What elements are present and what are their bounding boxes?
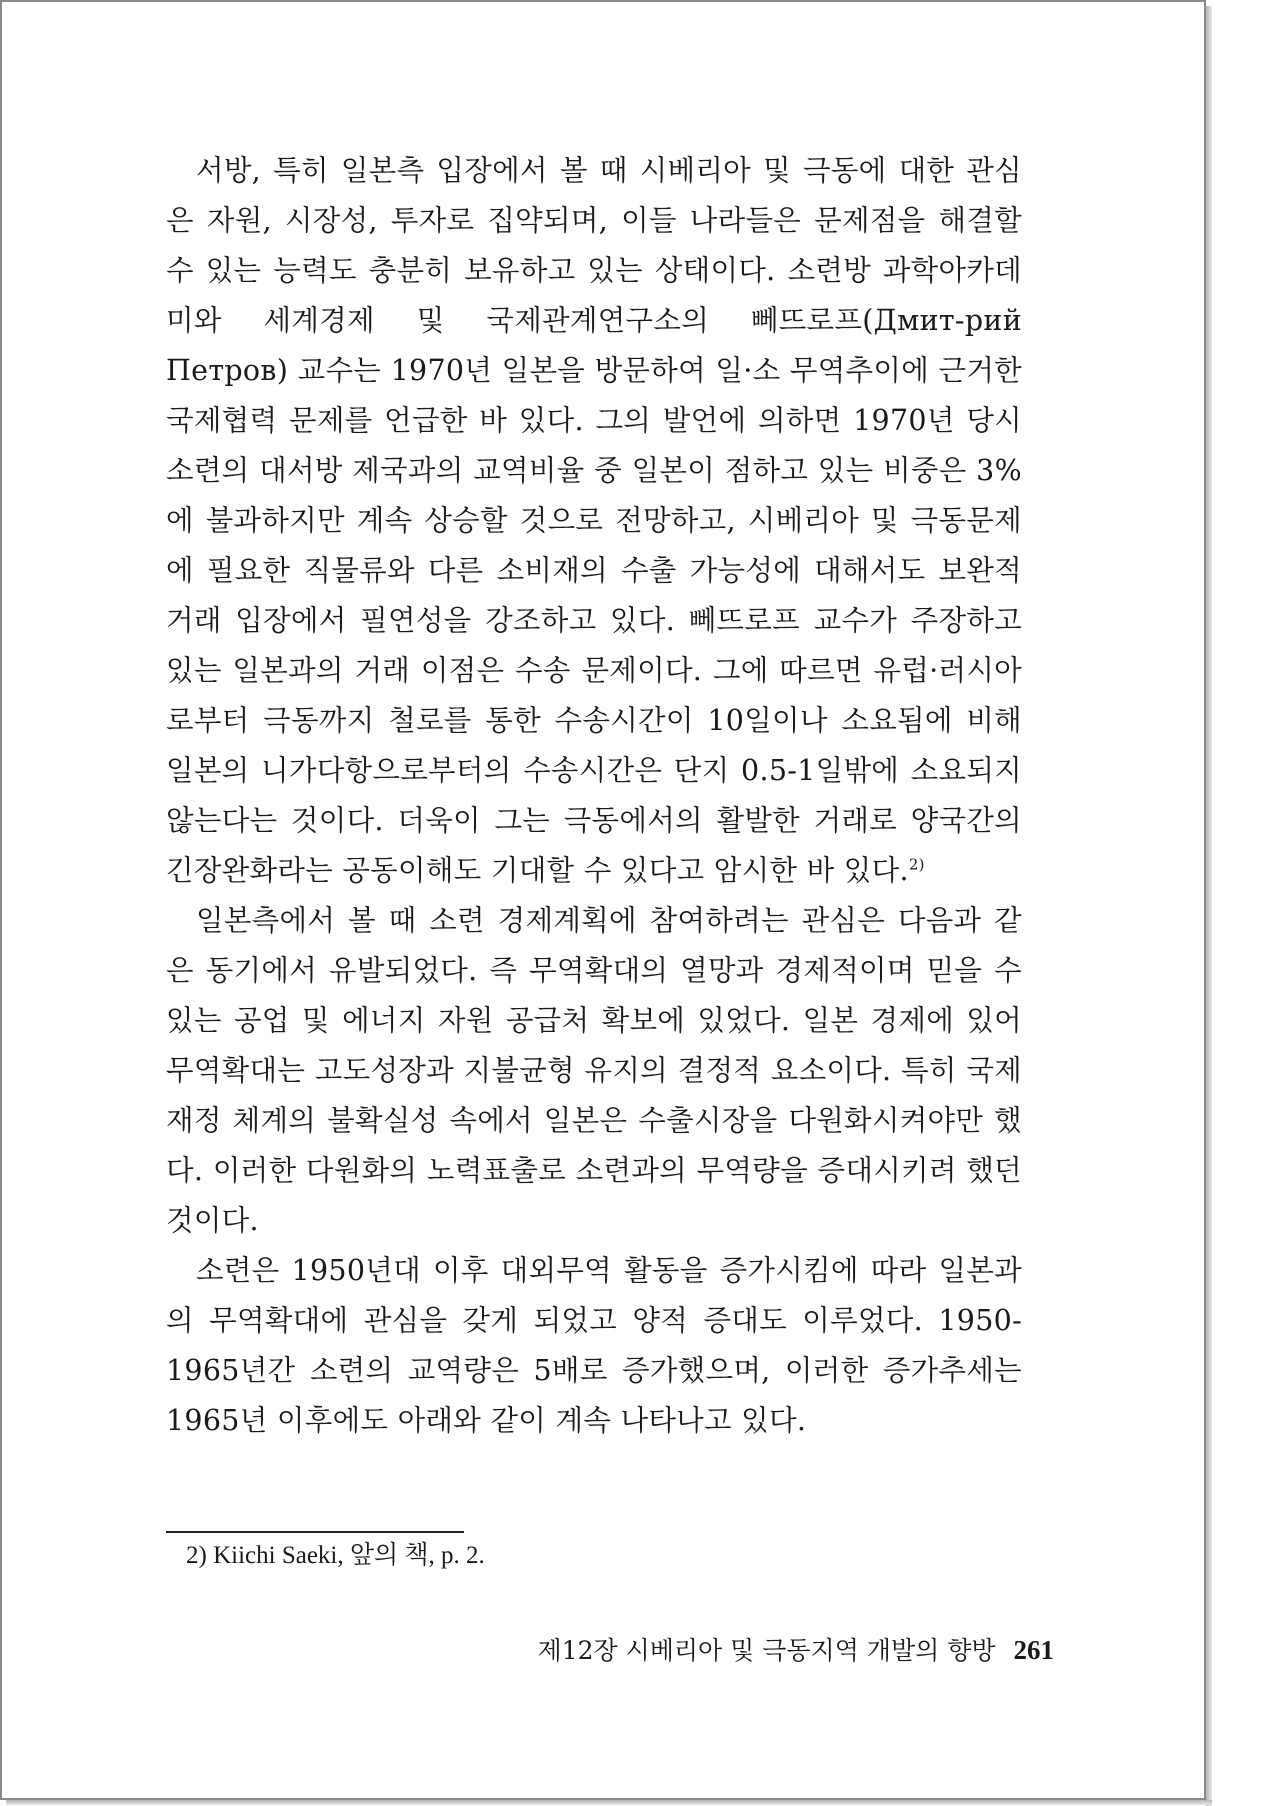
footnote: 2) Kiichi Saeki, 앞의 책, p. 2. <box>186 1542 485 1569</box>
footnote-divider <box>166 1531 464 1533</box>
footnote-reference: 2) <box>908 855 925 874</box>
paragraph-1-text: 서방, 특히 일본측 입장에서 볼 때 시베리아 및 극동에 대한 관심은 자원, 시장성, 투자로 집약되며, 이들 나라들은 문제점을 해결할 수 있는 능력도 충분히 보유하고 있는 상태이다. 소련방 과학아카데미와 세계경제 및 국제관계연구소의 뻬뜨로프(Дмит-рий Петров) 교수는 1970년 일본을 방문하여 일·소 무역추이에 근거한 국제협력 문제를 언급한 바 있다. 그의 발언에 의하면 1970년 당시 소련의 대서방 제국과의 교역비율 중 일본이 점하고 있는 비중은 3%에 불과하지만 계속 상승할 것으로 전망하고, 시베리아 및 극동문제에 필요한 직물류와 다른 소비재의 수출 가능성에 대해서도 보완적 거래 입장에서 필연성을 강조하고 있다. 뻬뜨로프 교수가 주장하고 있는 일본과의 거래 이점은 수송 문제이다. 그에 따르면 유럽·러시아로부터 극동까지 철로를 통한 수송시간이 10일이나 소요됨에 비해 일본의 니가다항으로부터의 수송시간은 단지 0.5-1일밖에 소요되지 않는다는 것이다. 더욱이 그는 극동에서의 활발한 거래로 양국간의 긴장완화라는 공동이해도 기대할 수 있다고 암시한 바 있다. <box>166 154 1022 887</box>
page-shadow-right <box>1206 6 1212 1806</box>
paragraph-3: 소련은 1950년대 이후 대외무역 활동을 증가시킴에 따라 일본과의 무역확대에 관심을 갖게 되었고 양적 증대도 이루었다. 1950-1965년간 소련의 교역량은 5배로 증가했으며, 이러한 증가추세는 1965년 이후에도 아래와 같이 계속 나타나고 있다. <box>166 1254 1022 1437</box>
paragraph-1 <box>166 146 1022 896</box>
paragraph-2: 일본측에서 볼 때 소련 경제계획에 참여하려는 관심은 다음과 같은 동기에서 유발되었다. 즉 무역확대의 열망과 경제적이며 믿을 수 있는 공업 및 에너지 자원 공급처 확보에 있었다. 일본 경제에 있어 무역확대는 고도성장과 지불균형 유지의 결정적 요소이다. 특히 국제재정 체계의 불확실성 속에서 일본은 수출시장을 다원화시켜야만 했다. 이러한 다원화의 노력표출로 소련과의 무역량을 증대시키려 했던 것이다. <box>166 904 1022 1237</box>
chapter-title: 제12장 시베리아 및 극동지역 개발의 향방 <box>537 1636 996 1665</box>
page-number: 261 <box>1013 1635 1054 1665</box>
running-footer <box>538 1634 1054 1667</box>
body-text <box>166 146 1022 1446</box>
page-shadow-bottom <box>6 1800 1212 1805</box>
